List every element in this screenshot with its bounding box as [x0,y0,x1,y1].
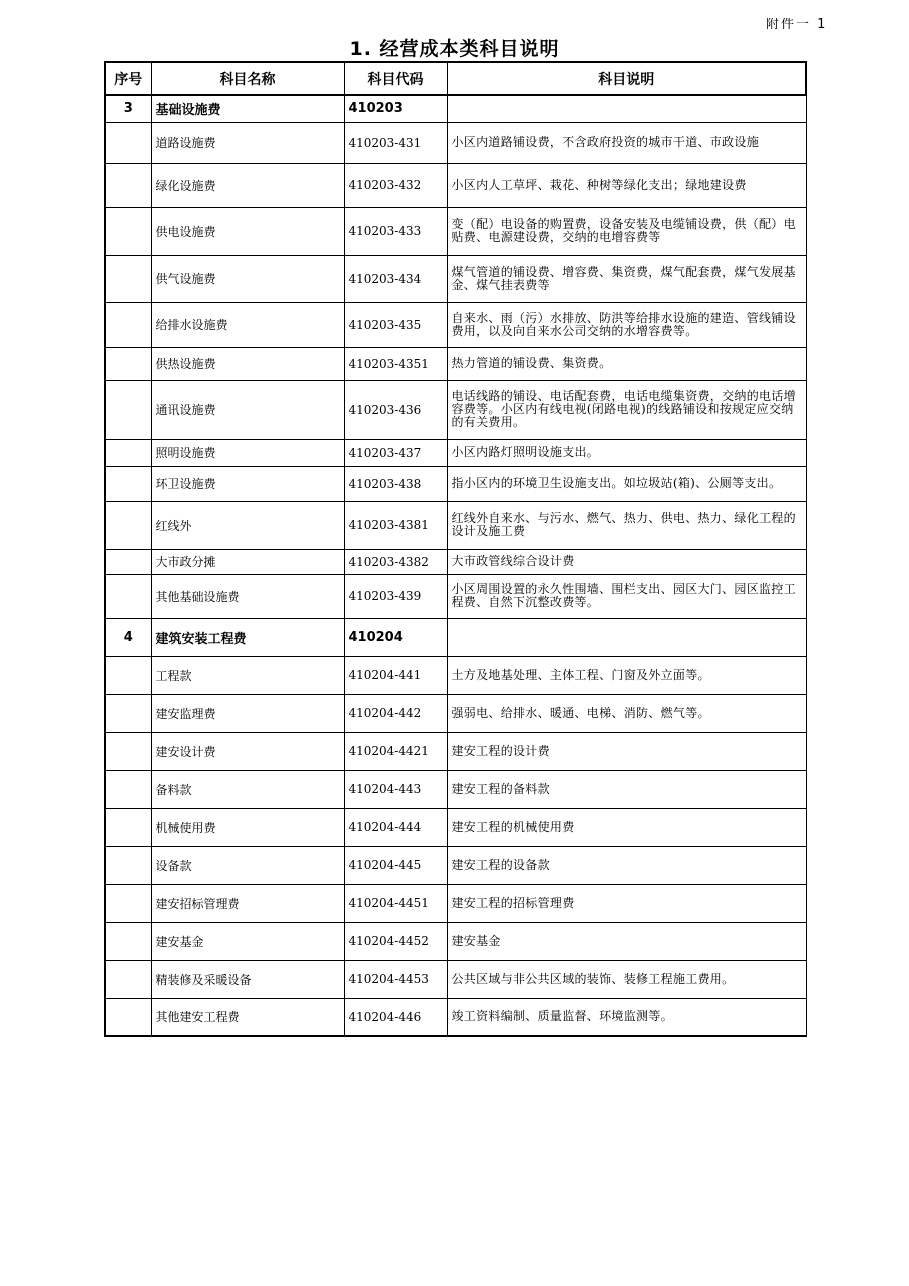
row-code: 410204-442 [344,694,447,732]
row-code: 410204-4453 [344,960,447,998]
row-desc: 建安基金 [447,922,806,960]
row-name: 工程款 [151,656,344,694]
row-seq [105,770,151,808]
table-row [105,574,806,618]
group-name: 建筑安装工程费 [151,618,344,656]
row-name: 建安招标管理费 [151,884,344,922]
group-seq: 3 [105,95,151,122]
row-seq [105,846,151,884]
table-row [105,380,806,439]
table-row [105,732,806,770]
row-desc: 小区周围设置的永久性围墙、围栏支出、园区大门、园区监控工程费、自然下沉整改费等。 [447,574,806,618]
table-row [105,207,806,255]
row-code: 410203-434 [344,255,447,302]
row-desc: 公共区域与非公共区域的装饰、装修工程施工费用。 [447,960,806,998]
table-row [105,770,806,808]
row-seq [105,122,151,163]
row-code: 410203-435 [344,302,447,347]
row-code: 410204-4452 [344,922,447,960]
row-code: 410204-4421 [344,732,447,770]
row-code: 410204-443 [344,770,447,808]
page-title: 1. 经营成本类科目说明 [349,38,560,60]
row-desc: 电话线路的铺设、电话配套费，电话电缆集资费，交纳的电话增容费等。小区内有线电视(闭路电视)的线路铺设和按规定应交纳的有关费用。 [447,380,806,439]
table-row [105,122,806,163]
row-desc: 建安工程的设计费 [447,732,806,770]
row-desc: 自来水、雨（污）水排放、防洪等给排水设施的建造、管线铺设费用，以及向自来水公司交纳的水增容费等。 [447,302,806,347]
row-seq [105,501,151,549]
row-code: 410204-444 [344,808,447,846]
group-seq: 4 [105,618,151,656]
row-desc: 小区内路灯照明设施支出。 [447,439,806,466]
row-desc: 建安工程的机械使用费 [447,808,806,846]
row-name: 绿化设施费 [151,163,344,207]
row-desc: 指小区内的环境卫生设施支出。如垃圾站(箱)、公厕等支出。 [447,466,806,501]
row-desc: 煤气管道的铺设费、增容费、集资费，煤气配套费，煤气发展基金、煤气挂表费等 [447,255,806,302]
row-desc: 红线外自来水、与污水、燃气、热力、供电、热力、绿化工程的设计及施工费 [447,501,806,549]
row-seq [105,960,151,998]
row-name: 建安基金 [151,922,344,960]
row-name: 大市政分摊 [151,549,344,574]
account-table [104,61,807,1037]
row-code: 410203-432 [344,163,447,207]
row-desc: 竣工资料编制、质量监督、环境监测等。 [447,998,806,1036]
header-name: 科目名称 [151,62,344,95]
row-name: 精装修及采暖设备 [151,960,344,998]
row-name: 机械使用费 [151,808,344,846]
row-seq [105,466,151,501]
row-name: 通讯设施费 [151,380,344,439]
row-seq [105,574,151,618]
row-name: 供气设施费 [151,255,344,302]
row-name: 备料款 [151,770,344,808]
row-code: 410203-436 [344,380,447,439]
table-row [105,549,806,574]
row-seq [105,998,151,1036]
row-name: 其他建安工程费 [151,998,344,1036]
row-desc: 变（配）电设备的购置费，设备安装及电缆铺设费，供（配）电贴费、电源建设费，交纳的电增容费等 [447,207,806,255]
row-seq [105,207,151,255]
group-code: 410203 [344,95,447,122]
table-row [105,163,806,207]
table-row [105,998,806,1036]
row-code: 410204-446 [344,998,447,1036]
row-desc: 建安工程的招标管理费 [447,884,806,922]
attachment-note: 附件一 1 [766,18,828,31]
row-code: 410203-433 [344,207,447,255]
row-code: 410204-4451 [344,884,447,922]
row-name: 照明设施费 [151,439,344,466]
row-name: 红线外 [151,501,344,549]
row-code: 410204-445 [344,846,447,884]
row-desc: 大市政管线综合设计费 [447,549,806,574]
row-seq [105,439,151,466]
group-row [105,618,806,656]
row-desc: 建安工程的备料款 [447,770,806,808]
row-desc: 建安工程的设备款 [447,846,806,884]
table-row [105,960,806,998]
row-desc: 强弱电、给排水、暖通、电梯、消防、燃气等。 [447,694,806,732]
row-name: 给排水设施费 [151,302,344,347]
row-desc: 土方及地基处理、主体工程、门窗及外立面等。 [447,656,806,694]
row-desc: 小区内道路铺设费，不含政府投资的城市干道、市政设施 [447,122,806,163]
row-name: 建安监理费 [151,694,344,732]
row-seq [105,255,151,302]
row-seq [105,808,151,846]
table-row [105,255,806,302]
row-seq [105,347,151,380]
header-desc: 科目说明 [447,62,806,95]
row-seq [105,163,151,207]
row-seq [105,694,151,732]
row-name: 环卫设施费 [151,466,344,501]
row-name: 建安设计费 [151,732,344,770]
header-row [105,62,806,95]
row-seq [105,549,151,574]
row-name: 设备款 [151,846,344,884]
table-row [105,347,806,380]
row-seq [105,656,151,694]
row-code: 410203-438 [344,466,447,501]
row-name: 其他基础设施费 [151,574,344,618]
row-code: 410203-4381 [344,501,447,549]
row-name: 供电设施费 [151,207,344,255]
row-name: 道路设施费 [151,122,344,163]
row-desc: 小区内人工草坪、栽花、种树等绿化支出；绿地建设费 [447,163,806,207]
group-desc [447,618,806,656]
row-code: 410203-431 [344,122,447,163]
table-row [105,846,806,884]
header-code: 科目代码 [344,62,447,95]
row-seq [105,884,151,922]
table-row [105,501,806,549]
table-row [105,656,806,694]
table-row [105,439,806,466]
row-seq [105,732,151,770]
table-row [105,922,806,960]
row-code: 410203-4351 [344,347,447,380]
group-code: 410204 [344,618,447,656]
row-code: 410204-441 [344,656,447,694]
header-seq: 序号 [105,62,151,95]
group-row [105,95,806,122]
table-row [105,694,806,732]
table-row [105,808,806,846]
table-row [105,466,806,501]
row-seq [105,302,151,347]
table-row [105,884,806,922]
row-name: 供热设施费 [151,347,344,380]
table-row [105,302,806,347]
group-desc [447,95,806,122]
row-code: 410203-439 [344,574,447,618]
row-seq [105,922,151,960]
row-desc: 热力管道的铺设费、集资费。 [447,347,806,380]
row-code: 410203-437 [344,439,447,466]
row-seq [105,380,151,439]
row-code: 410203-4382 [344,549,447,574]
group-name: 基础设施费 [151,95,344,122]
